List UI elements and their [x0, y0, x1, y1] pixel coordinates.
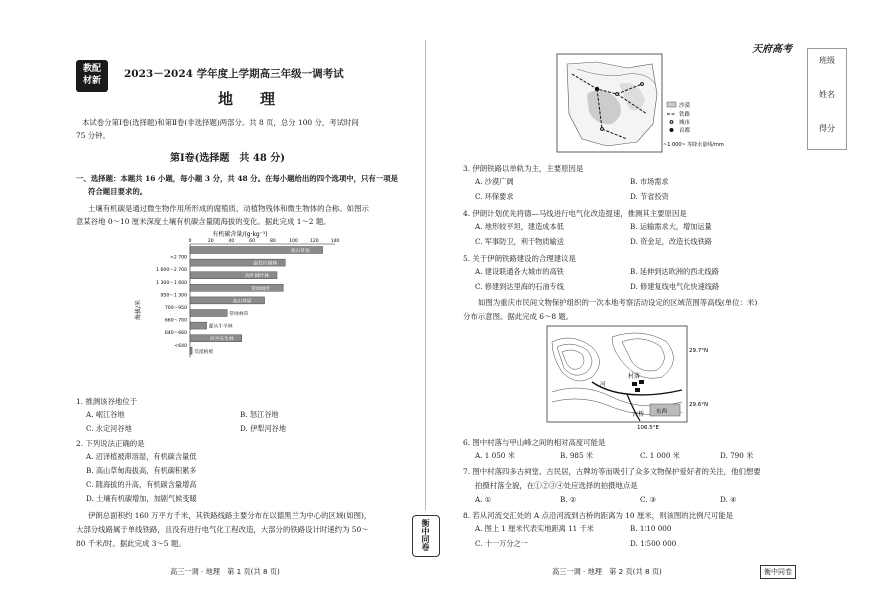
passage1-line-1: 土壤有机碳是通过微生物作用所形成的腐殖质、动植物残体和微生物体的合称。如图示 [88, 204, 369, 213]
q3-stem: 3. 伊朗铁路以单轨为主，主要原因是 [463, 164, 584, 173]
x-tick-label: 60 [249, 239, 256, 244]
topographic-map [532, 322, 717, 430]
q3-option-b[interactable]: B. 市场需求 [630, 177, 669, 186]
legend-capital: 首都 [679, 128, 691, 134]
passage3-line-1: 如图为重庆市民间文物保护组织的一次本地考察活动设定的区域范围等高线(单位：米) [478, 298, 758, 307]
lat-bottom: 29.6°N [689, 402, 709, 408]
footer-tag: 衡中同卷 [760, 565, 796, 579]
q1-option-b[interactable]: B. 怒江谷地 [240, 410, 279, 419]
x-tick-label: 40 [228, 239, 235, 244]
chart-bar [190, 322, 207, 329]
legend-desert: 沙漠 [679, 103, 691, 109]
village-label: 村落 [628, 373, 641, 380]
bar-label: 高山草甸 [290, 249, 310, 254]
y-tick-label: 950～1 300 [160, 293, 187, 299]
passage3-line-2: 分布示意图。据此完成 6～8 题。 [463, 312, 574, 321]
y-tick-label: 700～950 [164, 306, 187, 311]
instructions-line-2: 75 分钟。 [76, 131, 110, 140]
q8-option-c[interactable]: C. 十一万分之一 [475, 539, 528, 548]
q6-option-d[interactable]: D. 790 米 [720, 451, 754, 460]
y-tick-label: 1 300～1 600 [156, 280, 187, 286]
section-heading-line-2: 符合题目要求的。 [88, 187, 148, 196]
x-tick-label: 80 [269, 239, 276, 244]
passage2-line-3: 80 千米/时。据此完成 3～5 题。 [76, 539, 186, 548]
x-tick-label: 140 [330, 239, 340, 244]
q8-option-b[interactable]: B. 1∶10 000 [630, 524, 672, 533]
q1-stem: 1. 推测该谷地位于 [76, 397, 138, 406]
q5-option-d[interactable]: D. 修建复线电气化快速线路 [630, 282, 720, 291]
y-tick-label: <640 [174, 343, 187, 349]
logo-text-2: 材新 [82, 76, 101, 86]
q8-option-a[interactable]: A. 图上 1 厘米代表实地距离 11 千米 [475, 524, 594, 533]
q7-stem-2: 拍摄村落全貌，在①②③④处应选择的拍摄地点是 [475, 481, 638, 490]
q5-option-c[interactable]: C. 修建到达里海的石油专线 [475, 282, 564, 291]
q4-option-b[interactable]: B. 运输需求大，增加运量 [630, 222, 712, 231]
legend-railway: 铁路 [679, 112, 691, 118]
chart-bar [190, 347, 192, 354]
brand-logo: 天府高考 [752, 44, 792, 55]
q8-stem: 8. 若从河流交汇处的 A 点沿河流到古桥的距离为 10 厘米，则该图的比例尺可能是 [463, 511, 734, 520]
iran-railway-map [557, 54, 724, 154]
bridge-label: 古桥 [632, 411, 645, 418]
q6-option-c[interactable]: C. 1 000 米 [640, 451, 680, 460]
q4-option-a[interactable]: A. 地形较平坦，建造成本低 [475, 222, 564, 231]
q2-option-d[interactable]: D. 土壤有机碳增加，加剧气候变暖 [86, 494, 197, 503]
q6-option-b[interactable]: B. 985 米 [560, 451, 594, 460]
q7-stem: 7. 图中村落四多古祠堂、古民居，古牌坊等而吸引了众多文物保护爱好者的关注，他们想要 [463, 467, 761, 476]
q7-option-d[interactable]: D. ④ [720, 495, 737, 504]
elevation-carbon-chart [130, 228, 345, 390]
y-tick-label: 1 600～2 700 [156, 268, 187, 274]
student-info-box [807, 48, 847, 150]
passage1-line-2: 意某谷地 0～10 厘米深度土壤有机碳含量随海拔的变化。据此完成 1～2 题。 [76, 217, 331, 226]
part1-title: 第Ⅰ卷(选择题 共 48 分) [170, 153, 286, 164]
y-tick-label: 660～700 [164, 318, 187, 324]
legend-isoline: ~1 000~ 等降水量线/mm [663, 142, 724, 148]
q4-stem: 4. 伊朗计划优先将德—马线进行电气化改造提速，推测其主要原因是 [463, 209, 687, 218]
bar-label: 高叶阔叶林 [245, 274, 269, 280]
q3-option-a[interactable]: A. 沙漠广阔 [475, 177, 514, 186]
q7-option-a[interactable]: A. ① [475, 495, 492, 504]
bar-label: 高山草原 [232, 299, 252, 305]
bar-label: 灌丛牛羊林 [208, 324, 233, 330]
q2-option-a[interactable]: A. 沼泽植被滞溶湿，有机碳含量低 [86, 452, 197, 461]
footer-left: 高三一调 · 地理 第 1 页(共 8 页) [170, 567, 280, 576]
legend-city: 城市 [679, 120, 691, 126]
q6-stem: 6. 图中村落与甲山峰之间的相对高度可能是 [463, 438, 606, 447]
q4-option-c[interactable]: C. 军事防卫，利于物质输送 [475, 237, 564, 246]
stamp-seal [412, 515, 440, 557]
x-tick-label: 120 [309, 239, 319, 244]
q1-option-a[interactable]: A. 岷江谷地 [86, 410, 125, 419]
chart-ylabel: 海拔/米 [135, 299, 142, 320]
passage2-line-2: 大部分线路属于单线铁路，且没有进行电气化工程改造，大部分的铁路设计时速约为 50～ [76, 525, 369, 534]
bar-label: 温性针阔林 [253, 261, 278, 267]
section-heading-line-1: 一、选择题：本题共 16 小题，每小题 3 分，共 48 分。在每小题给出的四个选项中，只有一项是 [76, 174, 398, 183]
chart-bar [190, 297, 265, 304]
q4-option-d[interactable]: D. 资金足，改造长线铁路 [630, 237, 712, 246]
bar-label: 荒漠植被 [194, 349, 214, 355]
q7-option-c[interactable]: C. ③ [640, 495, 657, 504]
x-tick-label: 0 [188, 239, 192, 244]
east-label: 东西 [656, 409, 668, 415]
y-tick-label: 640～660 [164, 331, 187, 337]
chart-bar [190, 310, 227, 317]
lon-label: 106.5°E [637, 425, 659, 431]
logo [76, 60, 108, 92]
y-tick-label: >2 700 [169, 255, 187, 261]
q5-option-b[interactable]: B. 延伸到达欧洲的西北线路 [630, 267, 719, 276]
class-field[interactable]: 班级 [819, 56, 835, 65]
river-label: 河 [600, 382, 606, 388]
passage2-line-1: 伊朗总面积约 160 万平方千米，其铁路线路主要分布在以德黑兰为中心的区域(如图)， [88, 511, 372, 520]
name-field[interactable]: 姓名 [819, 90, 835, 99]
score-field[interactable]: 得分 [819, 124, 835, 133]
subject-title: 地 理 [218, 90, 282, 108]
fold-line [425, 40, 426, 510]
q3-option-d[interactable]: D. 节省投资 [630, 192, 669, 201]
instructions-line-1: 本试卷分第Ⅰ卷(选择题)和第Ⅱ卷(非选择题)两部分。共 8 页，总分 100 分，考试时间 [82, 118, 359, 127]
exam-title: 2023－2024 学年度上学期高三年级一调考试 [124, 68, 344, 80]
q8-option-d[interactable]: D. 1∶500 000 [630, 539, 677, 548]
q2-stem: 2. 下列说法正确的是 [76, 439, 145, 448]
q3-option-c[interactable]: C. 环保要求 [475, 192, 514, 201]
footer-right: 高三一调 · 地理 第 2 页(共 8 页) [552, 567, 662, 576]
q6-option-a[interactable]: A. 1 050 米 [475, 451, 515, 460]
logo-text-1: 教配 [82, 64, 101, 74]
q7-option-b[interactable]: B. ② [560, 495, 577, 504]
bar-label: 常绿林草 [229, 312, 249, 317]
q2-option-b[interactable]: B. 高山草甸海拔高，有机碳积累多 [86, 466, 197, 475]
q5-stem: 5. 关于伊朗铁路建设的合理建议是 [463, 254, 576, 263]
q2-option-c[interactable]: C. 随海拔的升高，有机碳含量增高 [86, 480, 197, 489]
bar-label: 常绿阔叶 [251, 286, 271, 292]
q5-option-a[interactable]: A. 建设联通各大城市的高铁 [475, 267, 564, 276]
bar-label: 河谷灰生林 [209, 337, 234, 343]
x-tick-label: 100 [289, 239, 298, 244]
stamp-text: 衡中同卷 [421, 519, 431, 551]
lat-top: 29.7°N [689, 348, 709, 354]
q1-option-d[interactable]: D. 伊犁河谷地 [240, 424, 287, 433]
q1-option-c[interactable]: C. 永定河谷地 [86, 424, 132, 433]
chart-title: 有机碳含量/(g·kg⁻¹) [212, 231, 268, 238]
x-tick-label: 20 [207, 239, 214, 244]
